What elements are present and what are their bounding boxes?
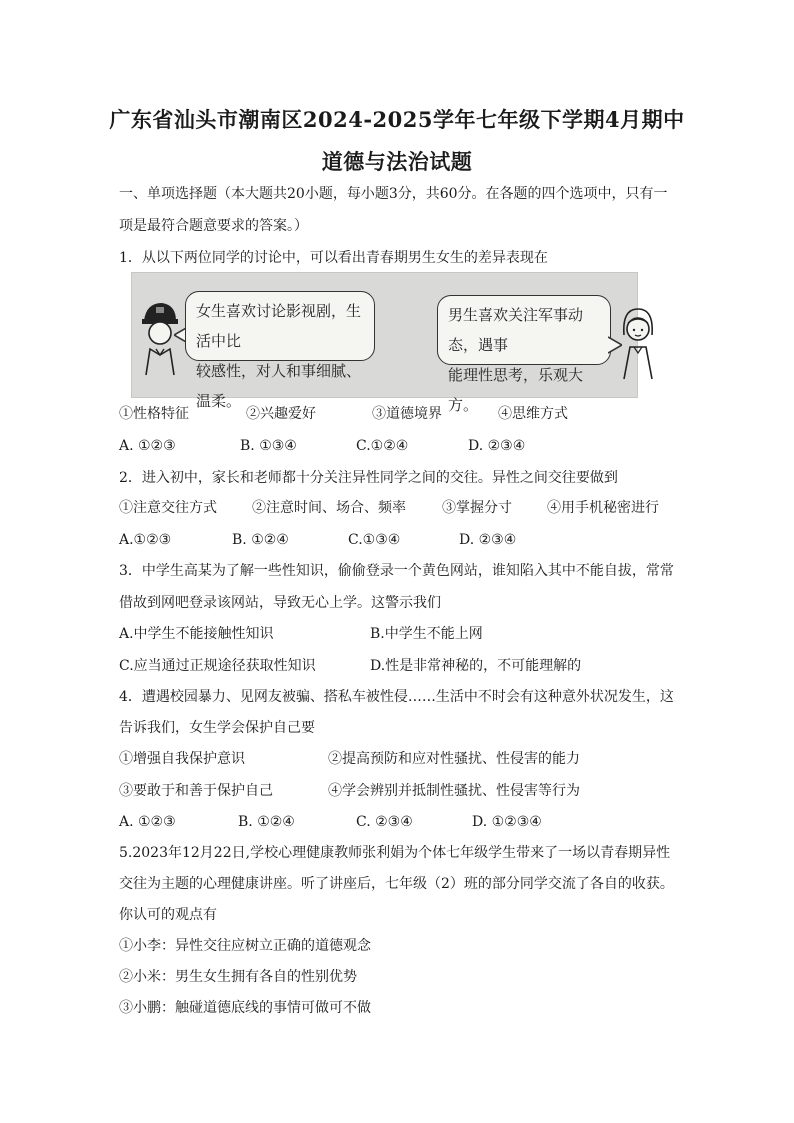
q2-choice-c: C.①③④ — [348, 532, 401, 548]
q1-stem: 1．从以下两位同学的讨论中，可以看出青春期男生女生的差异表现在 — [119, 250, 548, 266]
q2-choice-a: A.①②③ — [119, 532, 172, 548]
q1-choice-a: A. ①②③ — [119, 438, 176, 454]
q2-stem: 2．进入初中，家长和老师都十分关注异性同学之间的交往。异性之间交往要做到 — [119, 470, 618, 486]
q4-item: ①增强自我保护意识 — [119, 751, 245, 767]
bubble-text: 男生喜欢关注军事动态，遇事 — [448, 306, 584, 354]
q5-item: ③小鹏：触碰道德底线的事情可做可不做 — [119, 1000, 371, 1016]
q5-stem-line3: 你认可的观点有 — [119, 907, 217, 923]
q1-choice-b: B. ①③④ — [240, 438, 297, 454]
q4-item: ③要敢于和善于保护自己 — [119, 783, 273, 799]
q4-choice-c: C. ②③④ — [356, 814, 413, 830]
girl-icon — [618, 301, 658, 381]
q3-stem-line1: 3．中学生高某为了解一些性知识，偷偷登录一个黄色网站，谁知陷入其中不能自拔，常常 — [119, 563, 674, 579]
q5-item: ②小米：男生女生拥有各自的性别优势 — [119, 969, 357, 985]
q4-item: ④学会辨别并抵制性骚扰、性侵害等行为 — [328, 783, 580, 799]
bubble-text: 能理性思考，乐观大方。 — [448, 366, 584, 414]
bubble-text: 较感性，对人和事细腻、温柔。 — [196, 362, 362, 410]
q3-choice-a: A.中学生不能接触性知识 — [119, 626, 274, 642]
q3-choice-c: C.应当通过正规途径获取性知识 — [119, 658, 316, 674]
section-instruction-line1: 一、单项选择题（本大题共20小题，每小题3分，共60分。在各题的四个选项中，只有一 — [119, 186, 668, 202]
q1-item: ③道德境界 — [372, 406, 442, 422]
q2-item: ①注意交往方式 — [119, 500, 217, 516]
q5-item: ①小李：异性交往应树立正确的道德观念 — [119, 938, 371, 954]
q2-item: ③掌握分寸 — [442, 500, 512, 516]
q3-stem-line2: 借故到网吧登录该网站，导致无心上学。这警示我们 — [119, 595, 441, 611]
q4-choice-a: A. ①②③ — [119, 814, 176, 830]
q2-choice-d: D. ②③④ — [459, 532, 517, 548]
q1-item: ④思维方式 — [498, 406, 568, 422]
q2-item: ②注意时间、场合、频率 — [252, 500, 406, 516]
q2-item: ④用手机秘密进行 — [547, 500, 659, 516]
exam-title-line1: 广东省汕头市潮南区2024-2025学年七年级下学期4月期中 — [109, 107, 685, 132]
q1-choice-c: C.①②④ — [356, 438, 409, 454]
q4-stem-line1: 4．遭遇校园暴力、见网友被骗、搭私车被性侵……生活中不时会有这种意外状况发生，这 — [119, 689, 674, 705]
q4-choice-d: D. ①②③④ — [472, 814, 542, 830]
q5-stem-line1: 5.2023年12月22日,学校心理健康教师张利娟为个体七年级学生带来了一场以青春期异性 — [119, 845, 671, 861]
q4-item: ②提高预防和应对性骚扰、性侵害的能力 — [328, 751, 580, 767]
q2-choice-b: B. ①②④ — [232, 532, 289, 548]
q1-item: ①性格特征 — [119, 406, 189, 422]
bubble-text: 女生喜欢讨论影视剧，生活中比 — [196, 302, 362, 350]
q1-choice-d: D. ②③④ — [468, 438, 526, 454]
q4-stem-line2: 告诉我们，女生学会保护自己要 — [119, 720, 315, 736]
exam-title-line2: 道德与法治试题 — [321, 149, 473, 174]
q4-choice-b: B. ①②④ — [238, 814, 295, 830]
section-instruction-line2: 项是最符合题意要求的答案。） — [119, 218, 308, 234]
q3-choice-b: B.中学生不能上网 — [370, 626, 483, 642]
q3-choice-d: D.性是非常神秘的，不可能理解的 — [370, 658, 582, 674]
q1-item: ②兴趣爱好 — [246, 406, 316, 422]
q5-stem-line2: 交往为主题的心理健康讲座。听了讲座后，七年级（2）班的部分同学交流了各自的收获。 — [119, 876, 674, 892]
girl-opinion-bubble — [185, 291, 375, 410]
